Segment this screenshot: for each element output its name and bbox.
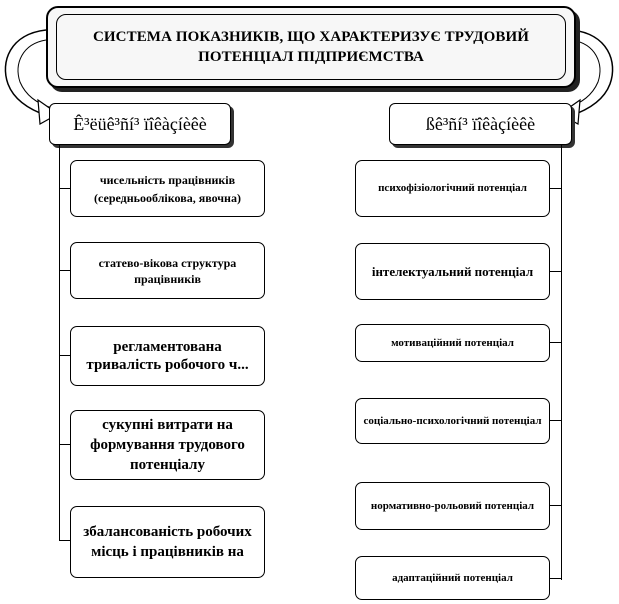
right-connector-6 xyxy=(550,578,561,579)
left-item-4: сукупні витрати на формування трудового потенціалу xyxy=(70,410,265,480)
left-connector-5 xyxy=(59,540,70,541)
left-vertical-connector xyxy=(59,144,60,540)
right-item-6: адаптаційний потенціал xyxy=(355,556,550,600)
right-item-5: нормативно-рольовий потенціал xyxy=(355,482,550,530)
left-connector-1 xyxy=(59,188,70,189)
right-connector-5 xyxy=(550,505,561,506)
title-box xyxy=(46,6,576,88)
left-item-2: статево-вікова структура працівників xyxy=(70,242,265,299)
right-connector-2 xyxy=(550,271,561,272)
left-item-1: чисельність працівників (середньооблікова, явочна) xyxy=(70,160,265,217)
left-connector-2 xyxy=(59,270,70,271)
right-connector-3 xyxy=(550,342,561,343)
right-connector-4 xyxy=(550,420,561,421)
left-connector-3 xyxy=(59,355,70,356)
left-item-5: збалансованість робочих місць і працівників на xyxy=(70,506,265,578)
right-vertical-connector xyxy=(561,144,562,580)
left-connector-4 xyxy=(59,444,70,445)
right-item-1: психофізіологічний потенціал xyxy=(355,160,550,217)
right-item-4: соціально-психологічний потенціал xyxy=(355,398,550,444)
right-item-2: інтелектуальний потенціал xyxy=(355,243,550,300)
right-connector-1 xyxy=(550,188,561,189)
right-item-3: мотиваційний потенціал xyxy=(355,324,550,362)
left-item-3: регламентована тривалість робочого ч... xyxy=(70,326,265,386)
left-header: Ê³ëüê³ñí³ ïîêàçíèêè xyxy=(49,103,231,145)
diagram-title: СИСТЕМА ПОКАЗНИКІВ, ЩО ХАРАКТЕРИЗУЄ ТРУДОВИЙ ПОТЕНЦІАЛ ПІДПРИЄМСТВА xyxy=(56,14,566,80)
right-header: ßê³ñí³ ïîêàçíèêè xyxy=(389,103,572,145)
